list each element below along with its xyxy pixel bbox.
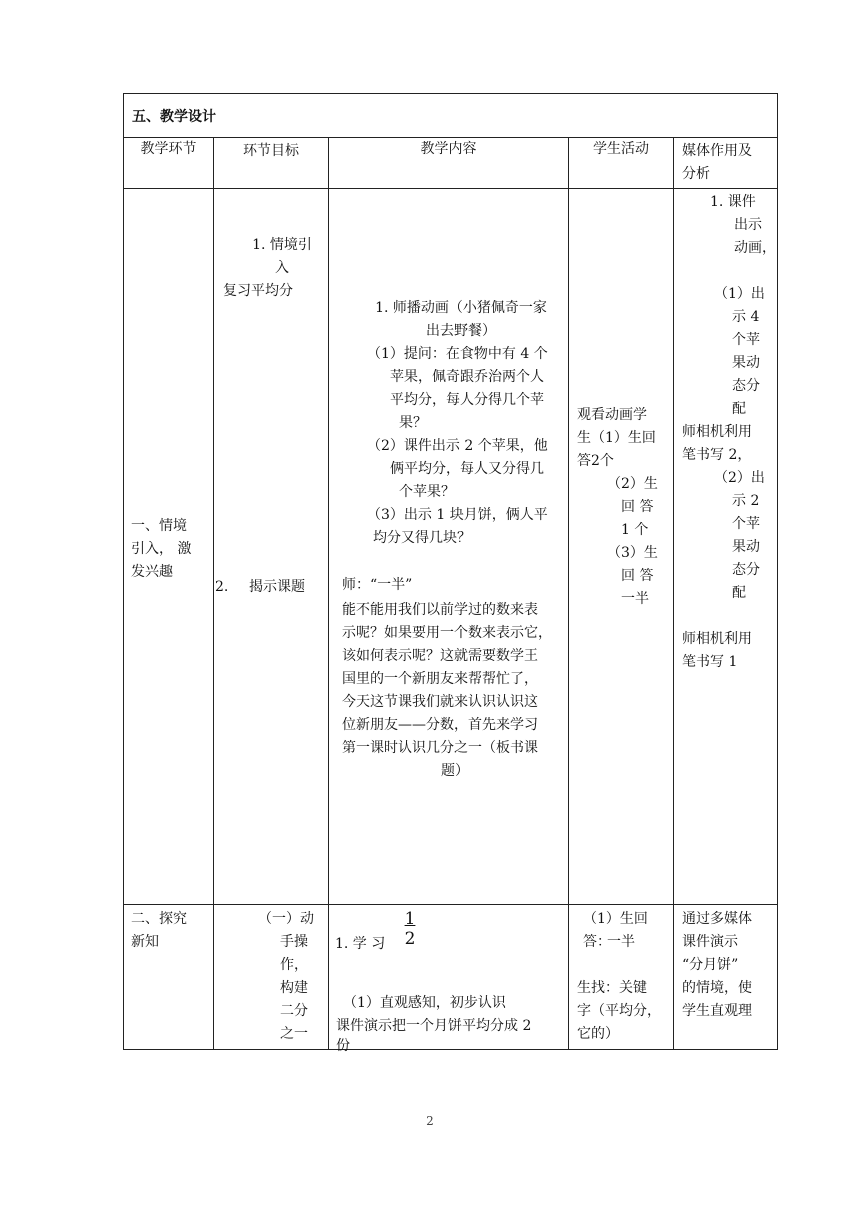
media-line: 个苹 xyxy=(732,516,760,532)
row1-content-cell xyxy=(329,189,569,905)
goal2-number: 2. xyxy=(215,579,229,595)
media-line: 笔书写 1 xyxy=(682,654,738,670)
media-line: 师相机利用 xyxy=(682,424,752,440)
paragraph-line: 位新朋友——分数，首先来学习 xyxy=(342,717,538,733)
student-answer-3 xyxy=(607,542,667,611)
media-block1-line3: 动画， xyxy=(734,240,776,256)
header-media-line2: 分析 xyxy=(682,166,710,182)
answer-line: 1 个 xyxy=(621,522,649,538)
content-sub2-line2: 份 xyxy=(336,1038,350,1054)
content-intro xyxy=(361,297,561,343)
section-title: 五、教学设计 xyxy=(132,109,216,125)
goal-line: 二分 xyxy=(280,1003,308,1019)
content-paragraph xyxy=(342,599,568,783)
answer-line: 一半 xyxy=(621,591,649,607)
content-line: 1. 师播动画（小猪佩奇一家 xyxy=(375,300,547,316)
content-line: 均分又得几块？ xyxy=(373,530,471,546)
student2-line3: 生找：关键 xyxy=(577,980,647,996)
content-question-3 xyxy=(367,504,567,550)
student-line2: 生（1）生回 xyxy=(577,430,656,446)
media-line: 学生直观理 xyxy=(682,1003,752,1019)
row1-goal-cell xyxy=(214,189,329,905)
media-note1 xyxy=(682,421,752,467)
content-line: 俩平均分，每人又分得几 xyxy=(390,461,544,477)
row2-goal-cell xyxy=(214,905,329,1050)
stage-line: 引入， 激 xyxy=(131,541,192,557)
header-content: 教学内容 xyxy=(329,138,569,189)
goal-line: 构建 xyxy=(280,980,308,996)
media-line: 态分 xyxy=(732,378,760,394)
content-line: （3）出示 1 块月饼，俩人平 xyxy=(367,507,548,523)
row1-stage-cell xyxy=(124,189,214,905)
student2-line1: （1）生回答： xyxy=(583,911,648,950)
row2-media xyxy=(682,908,752,1023)
student-answer-2 xyxy=(607,473,667,542)
content-sub2-line1: 课件演示把一个月饼平均分成 2 xyxy=(336,1018,532,1034)
fraction-numerator: 1 xyxy=(404,909,416,929)
fraction-one-half xyxy=(402,909,418,949)
media-line: 配 xyxy=(732,401,746,417)
content-line: （1）提问：在食物中有 4 个 xyxy=(367,346,548,362)
content-line: 出去野餐） xyxy=(426,323,496,339)
page-number: 2 xyxy=(426,1114,434,1128)
header-media-line1: 媒体作用及 xyxy=(682,143,752,159)
goal1-line3: 复习平均分 xyxy=(223,283,293,299)
media-line: 配 xyxy=(732,585,746,601)
student-line3: 答2个 xyxy=(577,453,614,469)
student-line1: 观看动画学 xyxy=(577,407,647,423)
media-line: 师相机利用 xyxy=(682,631,752,647)
paragraph-line: 第一课时认识几分之一（板书课 xyxy=(342,740,538,756)
learn-label: 1. 学 习 xyxy=(335,936,386,952)
content-line: （2）课件出示 2 个苹果，他 xyxy=(367,438,548,454)
media-line: 的情境，使 xyxy=(682,980,752,996)
content-question-2 xyxy=(367,435,567,504)
content-line: 个苹果？ xyxy=(399,484,455,500)
student2-line4: 字（平均分， xyxy=(577,1003,661,1019)
media-line: （2）出 xyxy=(714,470,765,486)
paragraph-line: 示呢？如果要用一个数来表示它， xyxy=(342,625,552,641)
row1-student-cell xyxy=(569,189,674,905)
section-title-cell xyxy=(124,94,778,138)
goal-line: 作， xyxy=(280,957,308,973)
media-line: “分月饼” xyxy=(682,957,739,973)
stage-line: 新知 xyxy=(131,934,159,950)
fraction-denominator: 2 xyxy=(404,929,416,949)
media-line: 示 4 xyxy=(732,309,760,325)
paragraph-line: 能不能用我们以前学过的数来表 xyxy=(342,602,538,618)
content-line: 果？ xyxy=(399,415,427,431)
row2-content-cell xyxy=(329,905,569,1054)
header-media xyxy=(674,138,778,189)
media-line: 果动 xyxy=(732,355,760,371)
answer-line: 回 答 xyxy=(621,499,654,515)
goal-line: 之一 xyxy=(280,1026,308,1042)
media-line: 课件演示 xyxy=(682,934,738,950)
goal1-line2: 入 xyxy=(275,260,289,276)
content-line: 平均分，每人分得几个苹 xyxy=(390,392,544,408)
stage-line: 一、情境 xyxy=(131,518,187,534)
media-line: 通过多媒体 xyxy=(682,911,752,927)
row2-goal xyxy=(258,908,328,1046)
paragraph-line: 国里的一个新朋友来帮帮忙了， xyxy=(342,671,538,687)
media-line: 示 2 xyxy=(732,493,760,509)
header-goal: 环节目标 xyxy=(214,138,329,189)
row1-stage xyxy=(131,515,211,584)
answer-line: （2）生 xyxy=(607,476,658,492)
student2-line5: 它的） xyxy=(577,1026,619,1042)
header-stage: 教学环节 xyxy=(124,138,214,189)
teaching-design-table xyxy=(123,93,778,1054)
paragraph-line: 该如何表示呢？这就需要数学王 xyxy=(342,648,538,664)
media-block1-line1: 1. 课件 xyxy=(710,194,756,210)
media-line: （1）出 xyxy=(714,286,765,302)
row2-stage-cell xyxy=(124,905,214,1050)
row2-student-cell xyxy=(569,905,674,1050)
row2-media-cell xyxy=(674,905,778,1050)
goal1-line1: 1. 情境引 xyxy=(252,237,312,253)
goal-line: （一）动 xyxy=(258,911,314,927)
media-note2 xyxy=(682,628,752,674)
media-block2 xyxy=(714,283,774,421)
paragraph-line: 今天这节课我们就来认识认识这 xyxy=(342,694,538,710)
content-question-1 xyxy=(367,343,567,435)
media-line: 果动 xyxy=(732,539,760,555)
goal2-text: 揭示课题 xyxy=(249,579,305,595)
student2-line2: 一半 xyxy=(607,934,635,950)
header-student-activity: 学生活动 xyxy=(569,138,674,189)
media-block1-line2: 出示 xyxy=(734,217,762,233)
stage-line: 二、探究 xyxy=(131,911,187,927)
content-line: 苹果，佩奇跟乔治两个人 xyxy=(390,369,544,385)
media-line: 个苹 xyxy=(732,332,760,348)
paragraph-line: 题） xyxy=(441,763,469,779)
answer-line: 回 答 xyxy=(621,568,654,584)
content-sub1: （1）直观感知，初步认识 xyxy=(343,995,506,1011)
answer-line: （3）生 xyxy=(607,545,658,561)
media-block3 xyxy=(714,467,774,605)
goal-line: 手操 xyxy=(280,934,308,950)
row2-stage xyxy=(131,908,187,954)
row1-media-cell xyxy=(674,189,778,905)
media-line: 笔书写 2， xyxy=(682,447,752,463)
media-line: 态分 xyxy=(732,562,760,578)
stage-line: 发兴趣 xyxy=(131,564,173,580)
teacher-line: 师：“一半” xyxy=(342,577,413,593)
